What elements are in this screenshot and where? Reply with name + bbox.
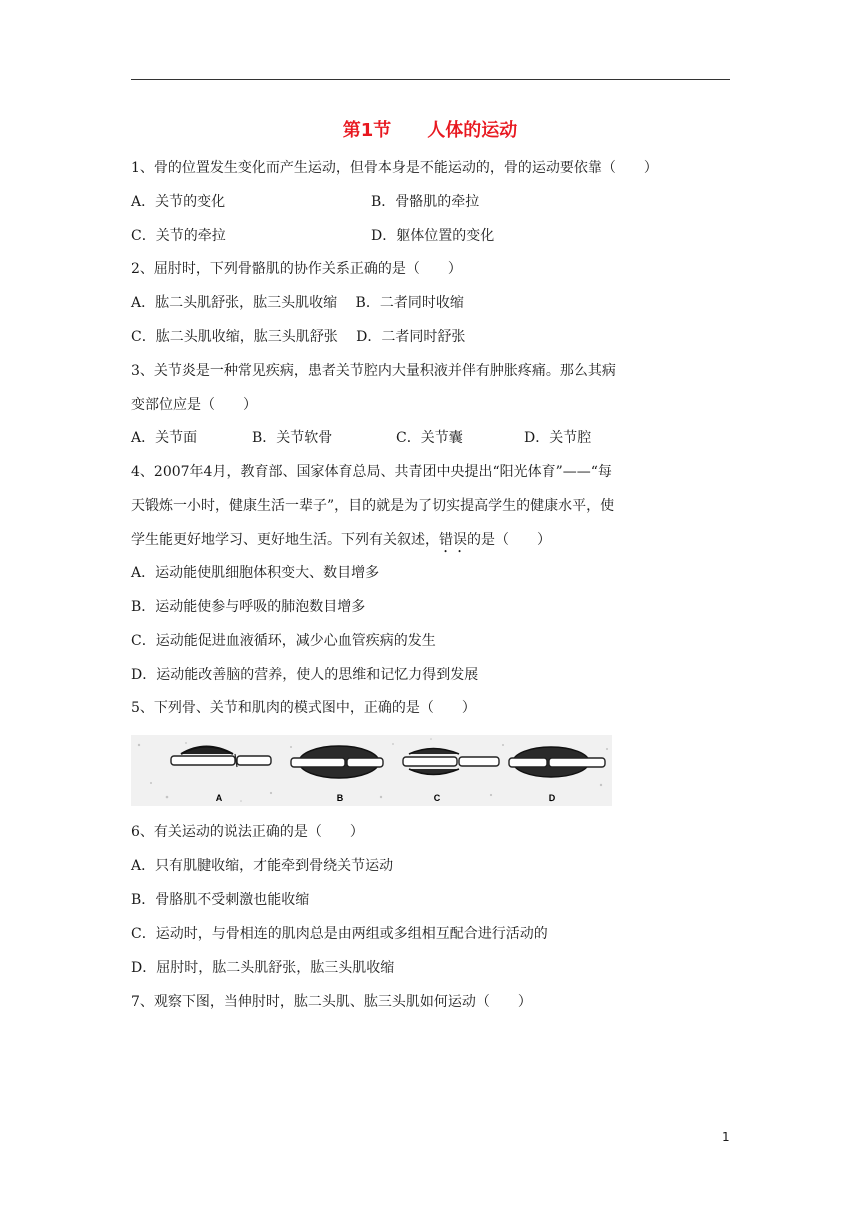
q3-option-c: C．关节囊	[396, 430, 463, 446]
diagram-d-bone-1	[509, 758, 547, 767]
q2-stem: 2、屈肘时，下列骨骼肌的协作关系正确的是（ ）	[131, 261, 462, 277]
q7-stem: 7、观察下图，当伸肘时，肱二头肌、肱三头肌如何运动（ ）	[131, 994, 532, 1010]
q2-options-ab: A．肱二头肌舒张，肱三头肌收缩 B．二者同时收缩	[131, 295, 464, 311]
header-rule	[131, 79, 730, 80]
q4-stem-line2: 天锻炼一小时，健康生活一辈子”，目的就是为了切实提高学生的健康水平，使	[131, 498, 615, 514]
q6-option-c: C．运动时，与骨相连的肌肉总是由两组或多组相互配合进行活动的	[131, 926, 548, 942]
q4-option-c: C．运动能促进血液循环，减少心血管疾病的发生	[131, 633, 436, 649]
diagram-c-bone-1	[403, 757, 457, 766]
page-title: 第1节 人体的运动	[342, 120, 518, 141]
bone-joint-muscle-figure	[131, 735, 612, 806]
diagram-d-bone-2	[549, 758, 605, 767]
diagram-c-bone-2	[459, 757, 499, 766]
q4-option-d: D．运动能改善脑的营养，使人的思维和记忆力得到发展	[131, 667, 479, 683]
q3-stem-line1: 3、关节炎是一种常见疾病，患者关节腔内大量积液并伴有肿胀疼痛。那么其病	[131, 363, 616, 379]
q6-stem: 6、有关运动的说法正确的是（ ）	[131, 824, 364, 840]
bone-joint-muscle-diagram	[131, 735, 612, 806]
q1-option-c: C．关节的牵拉	[131, 228, 226, 244]
diagram-c-label: C	[433, 793, 441, 803]
q6-option-a: A．只有肌腱收缩，才能牵到骨绕关节运动	[131, 858, 394, 874]
q4-stem-line3-end: 的是（ ）	[467, 532, 551, 548]
q4-option-b: B．运动能使参与呼吸的肺泡数目增多	[131, 599, 366, 615]
q1-option-b: B．骨骼肌的牵拉	[371, 194, 480, 210]
q1-stem: 1、骨的位置发生变化而产生运动，但骨本身是不能运动的，骨的运动要依靠（ ）	[131, 160, 658, 176]
q3-option-d: D．关节腔	[524, 430, 592, 446]
q3-stem-line2: 变部位应是（ ）	[131, 397, 257, 413]
q6-option-b: B．骨胳肌不受刺激也能收缩	[131, 892, 310, 908]
q3-option-a: A．关节面	[131, 430, 198, 446]
q4-emphasis-word: 错误	[439, 532, 467, 548]
diagram-a-bone-1	[171, 756, 235, 765]
q1-option-a: A．关节的变化	[131, 194, 226, 210]
diagram-b-bone-1	[291, 758, 345, 767]
diagram-d-label: D	[548, 793, 556, 803]
q4-stem-line1: 4、2007年4月，教育部、国家体育总局、共青团中央提出“阳光体育”——“每	[131, 464, 612, 480]
q1-option-d: D．躯体位置的变化	[371, 228, 495, 244]
q5-stem: 5、下列骨、关节和肌肉的模式图中，正确的是（ ）	[131, 700, 476, 716]
q4-stem-line3	[131, 530, 551, 556]
q2-options-cd: C．肱二头肌收缩，肱三头肌舒张 D．二者同时舒张	[131, 329, 466, 345]
diagram-a-label: A	[215, 793, 223, 803]
q4-option-a: A．运动能使肌细胞体积变大、数目增多	[131, 565, 380, 581]
page-number: 1	[722, 1130, 730, 1144]
diagram-b-label: B	[336, 793, 344, 803]
q6-option-d: D．屈肘时，肱二头肌舒张，肱三头肌收缩	[131, 960, 395, 976]
diagram-a-bone-2	[237, 756, 271, 765]
q3-option-b: B．关节软骨	[252, 430, 333, 446]
diagram-b-bone-2	[347, 758, 383, 767]
q4-stem-line3-start: 学生能更好地学习、更好地生活。下列有关叙述，	[131, 532, 439, 548]
